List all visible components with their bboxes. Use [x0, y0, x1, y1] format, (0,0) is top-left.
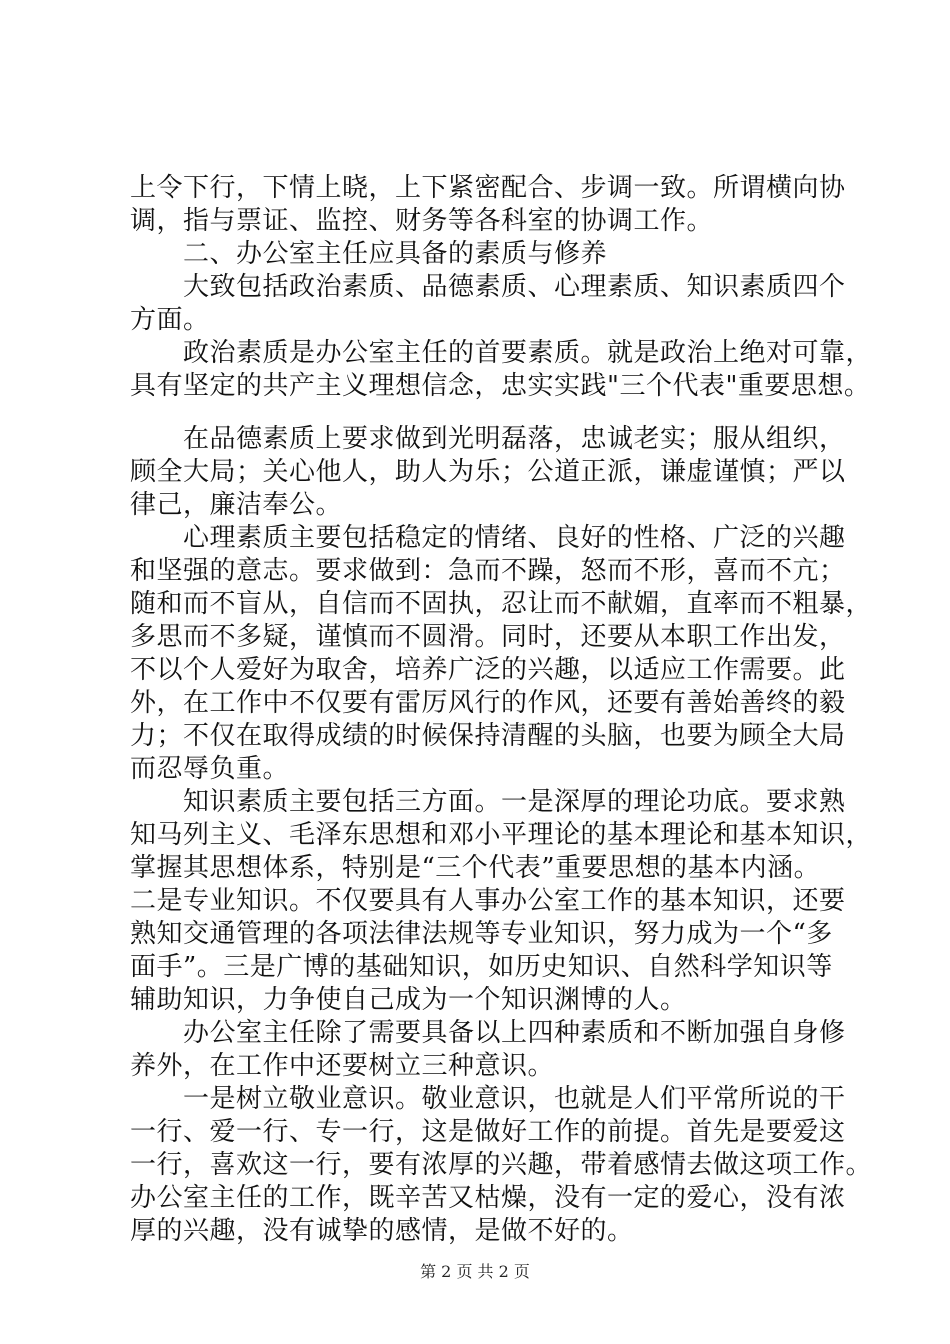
text-line: 知识素质主要包括三方面。一是深厚的理论功底。要求熟	[130, 787, 846, 817]
text-line: 方面。	[130, 305, 210, 335]
text-line: 上令下行，下情上晓，上下紧密配合、步调一致。所谓横向协	[130, 173, 846, 203]
text-line: 面手”。三是广博的基础知识，如历史知识、自然科学知识等	[130, 952, 833, 982]
text-line: 政治素质是办公室主任的首要素质。就是政治上绝对可靠，	[130, 338, 873, 368]
page-number-footer: 第 2 页 共 2 页	[420, 1262, 530, 1281]
text-line: 顾全大局；关心他人，助人为乐；公道正派，谦虚谨慎；严以	[130, 457, 846, 487]
text-line: 厚的兴趣，没有诚挚的感情，是做不好的。	[130, 1216, 634, 1246]
text-line: 具有坚定的共产主义理想信念，忠实实践"三个代表"重要思想。	[130, 371, 871, 401]
text-line: 外，在工作中不仅要有雷厉风行的作风，还要有善始善终的毅	[130, 688, 846, 718]
text-line: 大致包括政治素质、品德素质、心理素质、知识素质四个	[130, 272, 846, 302]
text-line: 力；不仅在取得成绩的时候保持清醒的头脑，也要为顾全大局	[130, 721, 846, 751]
text-line: 一行，喜欢这一行，要有浓厚的兴趣，带着感情去做这项工作。	[130, 1150, 873, 1180]
text-line: 办公室主任除了需要具备以上四种素质和不断加强自身修	[130, 1018, 846, 1048]
text-line: 辅助知识，力争使自己成为一个知识渊博的人。	[130, 985, 687, 1015]
text-line: 办公室主任的工作，既辛苦又枯燥，没有一定的爱心，没有浓	[130, 1183, 846, 1213]
text-line: 律己，廉洁奉公。	[130, 490, 343, 520]
text-line: 随和而不盲从，自信而不固执，忍让而不献媚，直率而不粗暴，	[130, 589, 873, 619]
text-line: 而忍辱负重。	[130, 754, 290, 784]
text-line: 养外，在工作中还要树立三种意识。	[130, 1051, 555, 1081]
text-line: 二是专业知识。不仅要具有人事办公室工作的基本知识，还要	[130, 886, 846, 916]
text-line: 知马列主义、毛泽东思想和邓小平理论的基本理论和基本知识，	[130, 820, 873, 850]
text-line: 多思而不多疑，谨慎而不圆滑。同时，还要从本职工作出发，	[130, 622, 846, 652]
text-line: 一行、爱一行、专一行，这是做好工作的前提。首先是要爱这	[130, 1117, 846, 1147]
section-heading: 二、办公室主任应具备的素质与修养	[130, 239, 608, 269]
text-line: 一是树立敬业意识。敬业意识，也就是人们平常所说的干	[130, 1084, 846, 1114]
text-line: 不以个人爱好为取舍，培养广泛的兴趣，以适应工作需要。此	[130, 655, 846, 685]
text-line: 调，指与票证、监控、财务等各科室的协调工作。	[130, 206, 714, 236]
text-line: 在品德素质上要求做到光明磊落，忠诚老实；服从组织，	[130, 424, 846, 454]
text-line: 和坚强的意志。要求做到：急而不躁，怒而不形，喜而不亢；	[130, 556, 846, 586]
text-line: 熟知交通管理的各项法律法规等专业知识，努力成为一个“多	[130, 919, 833, 949]
text-line: 掌握其思想体系，特别是“三个代表”重要思想的基本内涵。	[130, 853, 821, 883]
text-line: 心理素质主要包括稳定的情绪、良好的性格、广泛的兴趣	[130, 523, 846, 553]
